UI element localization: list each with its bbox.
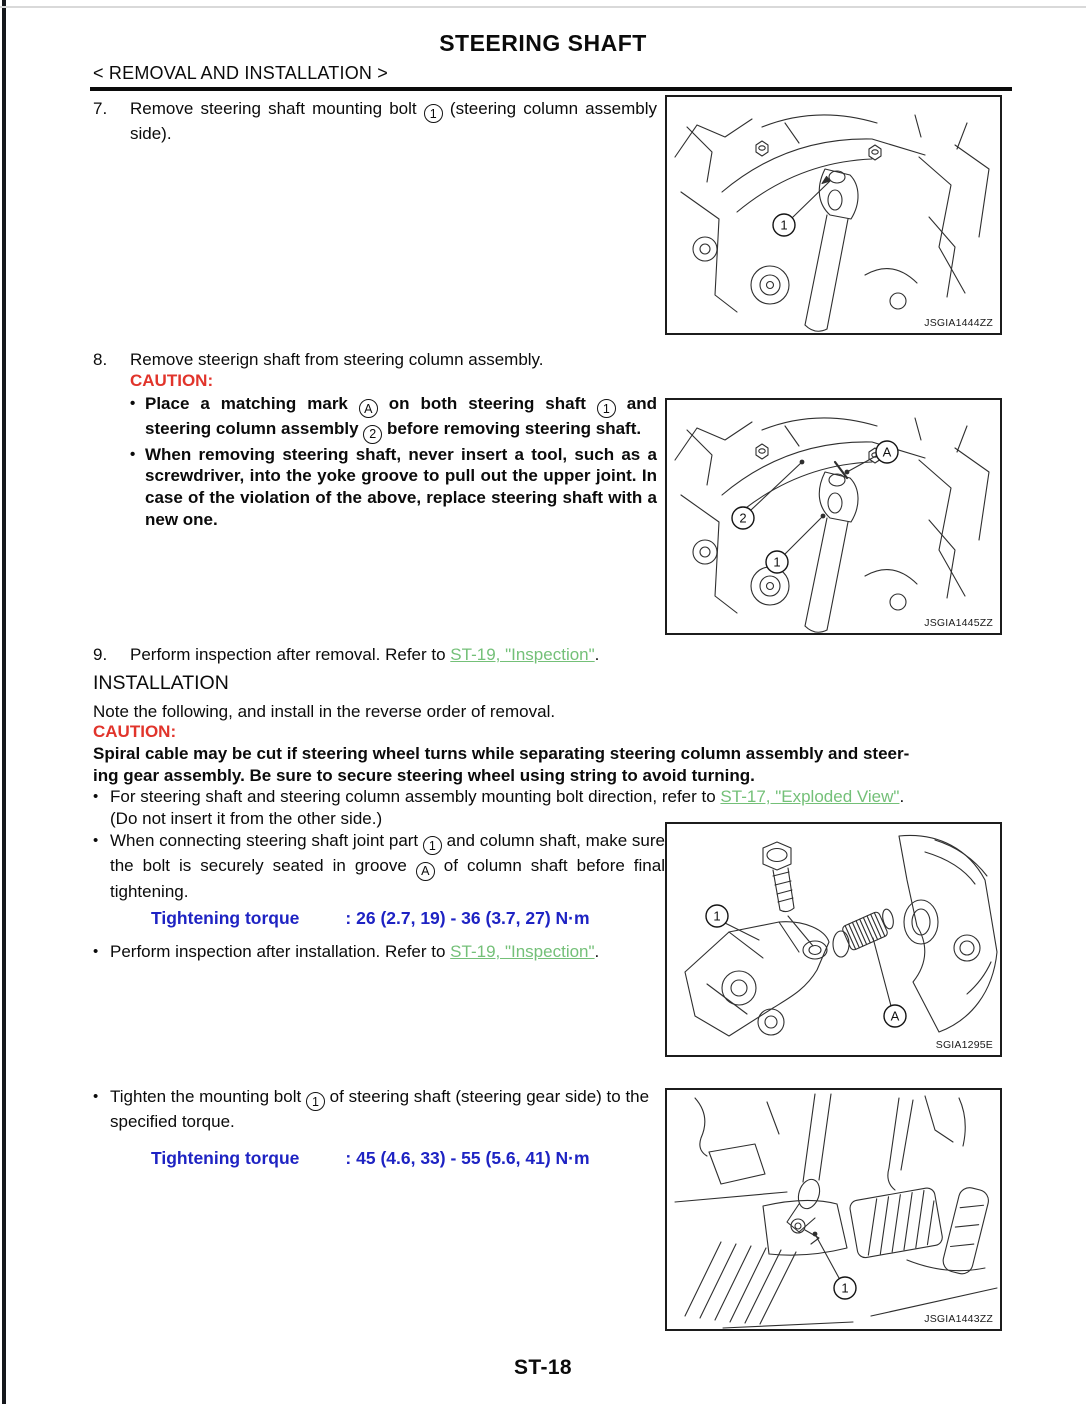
figure-2-callout-label-1: 1 [773, 554, 781, 570]
installation-caution-paragraph [93, 743, 1015, 787]
bullet-connecting-joint [93, 830, 665, 902]
torque-spec-1 [151, 908, 590, 929]
bullet-inspection-installation-text [110, 941, 665, 963]
text-part: on both steering shaft [377, 394, 597, 413]
torque-2-label: Tightening torque [151, 1148, 300, 1168]
bullet-marker: • [130, 395, 136, 412]
figure-3-callout-label-A: A [890, 1008, 900, 1024]
page-number: ST-18 [513, 1356, 573, 1379]
text-part: . [594, 645, 600, 664]
step-7-text [130, 98, 657, 145]
caution-bullet-never-insert-tool [130, 444, 657, 531]
bullet-marker: • [93, 943, 99, 960]
callout-1-badge: 1 [424, 104, 443, 123]
step-7-text-part2: (steering column assembly side). [130, 99, 657, 144]
step-7-number: 7. [93, 99, 108, 118]
text-part: Tighten the mounting bolt [110, 1087, 306, 1106]
figure-3-callout-label-1: 1 [713, 908, 721, 924]
header-divider [90, 87, 1012, 91]
exploded-view-link[interactable]: ST-17, "Exploded View" [720, 787, 900, 806]
text-part: For steering shaft and steering column assembly mounting bolt direction, refer to [110, 787, 721, 806]
inspection-link-removal[interactable]: ST-19, "Inspection" [450, 645, 595, 664]
figure-3-code: SGIA1295E [935, 1039, 993, 1051]
figure-3-lineart [667, 824, 1000, 1055]
figure-2-code: JSGIA1445ZZ [924, 617, 993, 629]
text-part: and column shaft, make sure the bolt is securely seated in groove [110, 831, 665, 876]
figure-1-code: JSGIA1444ZZ [924, 317, 993, 329]
callout-2-badge: 2 [363, 425, 382, 444]
bullet-marker: • [93, 788, 99, 805]
figure-1-lineart [667, 97, 1000, 333]
callout-1-badge: 1 [597, 399, 616, 418]
caution-bullet-matching-mark-text [145, 393, 657, 444]
step-9-text [130, 644, 793, 666]
step-7 [93, 98, 657, 145]
page-top-edge-line [0, 6, 1086, 8]
figure-4-code: JSGIA1443ZZ [924, 1313, 993, 1325]
bullet-bolt-direction-line2: (Do not insert it from the other side.) [110, 808, 383, 828]
figure-joint-exploded [665, 822, 1002, 1057]
text-part: When connecting steering shaft joint part [110, 831, 423, 850]
callout-A-badge: A [359, 399, 378, 418]
figure-4-lineart [667, 1090, 1000, 1329]
figure-2-callout-label-2: 2 [739, 510, 747, 526]
torque-1-label: Tightening torque [151, 908, 300, 928]
text-part: Place a matching mark [145, 394, 359, 413]
caution-paragraph-line1: Spiral cable may be cut if steering wheel turns while separating steering column assembly and steer- [93, 744, 910, 763]
figure-1-callout-label: 1 [780, 217, 788, 233]
step-8-caution-list [130, 393, 657, 531]
figure-footwell [665, 1088, 1002, 1331]
text-part: . [899, 787, 905, 806]
page-left-edge-bar [2, 0, 6, 1404]
bullet-marker: • [93, 1088, 99, 1105]
step-8-number: 8. [93, 350, 108, 369]
callout-A-badge: A [416, 862, 435, 881]
text-part: of steering shaft (steering gear side) to the specified torque. [110, 1087, 650, 1132]
step-8 [93, 349, 657, 371]
torque-spec-2 [151, 1148, 590, 1169]
figure-2-lineart [667, 400, 1000, 633]
figure-2-callout-label-A: A [882, 444, 892, 460]
bullet-tighten-bolt-text [110, 1086, 665, 1133]
bullet-marker: • [130, 445, 136, 463]
figure-steering-column-bolt [665, 95, 1002, 335]
bullet-inspection-installation [93, 941, 665, 963]
caution-bullet-matching-mark [130, 393, 657, 444]
bullet-connecting-joint-text [110, 830, 665, 902]
bullet-marker: • [93, 832, 99, 849]
step-8-caution-label: CAUTION: [130, 371, 214, 390]
page-title: STEERING SHAFT [439, 30, 647, 56]
text-part: Perform inspection after installation. Refer to [110, 942, 451, 961]
installation-note: Note the following, and install in the reverse order of removal. [93, 702, 556, 721]
text-part: of column shaft before final tightening. [110, 856, 665, 901]
torque-2-value: : 45 (4.6, 33) - 55 (5.6, 41) N·m [345, 1148, 590, 1168]
text-part: and steering column assembly [145, 394, 658, 439]
figure-4-callout-label-1: 1 [841, 1280, 849, 1296]
section-header: < REMOVAL AND INSTALLATION > [93, 63, 389, 83]
text-part: . [594, 942, 600, 961]
installation-caution-label: CAUTION: [93, 722, 177, 741]
callout-1-badge: 1 [423, 836, 442, 855]
torque-1-value: : 26 (2.7, 19) - 36 (3.7, 27) N·m [345, 908, 590, 928]
step-7-text-part1: Remove steering shaft mounting bolt [130, 99, 424, 118]
inspection-link-installation[interactable]: ST-19, "Inspection" [450, 942, 595, 961]
text-part: before removing steering shaft. [382, 419, 642, 439]
bullet-tighten-bolt [93, 1086, 665, 1133]
step-9-number: 9. [93, 645, 108, 664]
callout-1-badge: 1 [306, 1092, 325, 1111]
figure-matching-mark [665, 398, 1002, 635]
text-part: Perform inspection after removal. Refer to [130, 645, 451, 664]
installation-heading: INSTALLATION [93, 672, 229, 694]
caution-bullet-never-insert-tool-text: When removing steering shaft, never insert a tool, such as a screwdriver, into the yoke groove to pull out the upper joint. In case of the violation of the above, replace steering shaft with a new one. [145, 444, 657, 529]
caution-paragraph-line2: ing gear assembly. Be sure to secure steering wheel using string to avoid turning. [93, 765, 755, 785]
step-9 [93, 644, 793, 666]
step-8-text: Remove steerign shaft from steering column assembly. [130, 350, 544, 369]
